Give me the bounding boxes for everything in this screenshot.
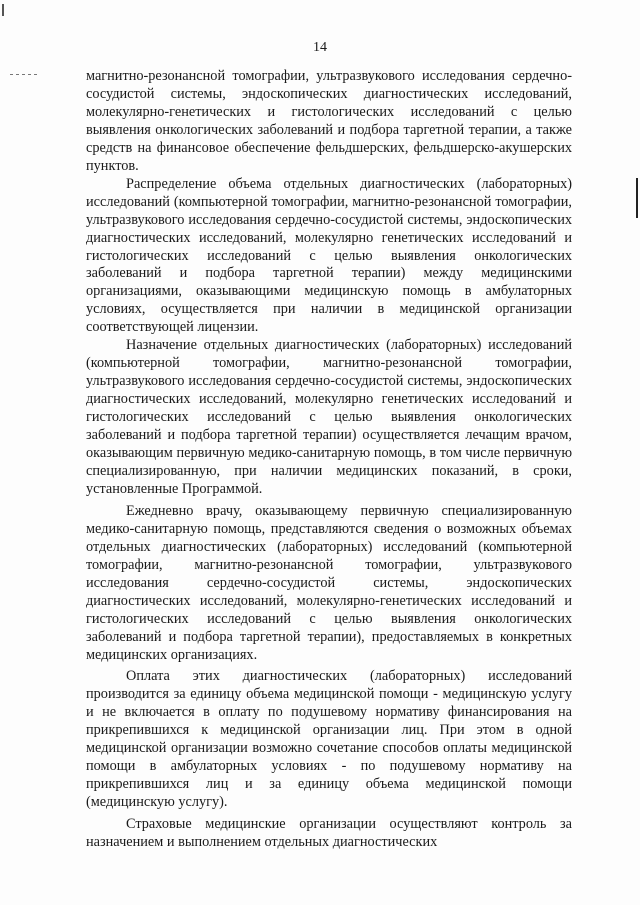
- scan-artifact: [10, 74, 40, 75]
- paragraph-prescription: Назначение отдельных диагностических (лабораторных) исследований (компьютерной томографии, магнитно-резонансной томографии, ультразвукового исследования сердечно-сосудистой системы, эндоскопических диагностических исследований, молекулярно генетических исследований и гистологических исследований с целью выявления онкологических заболеваний и подбора таргетной терапии) осуществляется лечащим врачом, оказывающим первичную медико-санитарную помощь, в том числе первичную специализированную, при наличии медицинских показаний, в сроки, установленные Программой.: [86, 337, 572, 497]
- scan-artifact: [636, 178, 638, 218]
- page-number: 14: [313, 40, 327, 55]
- paragraph-daily-info: Ежедневно врачу, оказывающему первичную специализированную медико-санитарную помощь, представляются сведения о возможных объемах отдельных диагностических (лабораторных) исследований (компьютерной томографии, магнитно-резонансной томографии, ультразвукового исследования сердечно-сосудистой системы, эндоскопических диагностических исследований, молекулярно-генетических исследований и гистологических исследований с целью выявления онкологических заболеваний и подбора таргетной терапии), предоставляемых в конкретных медицинских организациях.: [86, 502, 572, 663]
- paragraph-payment: Оплата этих диагностических (лабораторных) исследований производится за единицу объема медицинской помощи - медицинскую услугу и не включается в оплату по подушевому нормативу финансирования на прикрепившихся к медицинской организации лиц. При этом в одной медицинской организации возможно сочетание способов оплаты медицинской помощи в амбулаторных условиях - по подушевому нормативу на прикрепившихся лиц и за единицу объема медицинской помощи (медицинскую услугу).: [86, 668, 572, 811]
- paragraph-continuation: магнитно-резонансной томографии, ультразвукового исследования сердечно-сосудистой системы, эндоскопических диагностических исследований, молекулярно-генетических и гистологических исследований с целью выявления онкологических заболеваний и подбора таргетной терапии, а также средств на финансовое обеспечение фельдшерских, фельдшерско-акушерских пунктов.: [86, 68, 572, 174]
- document-body: [86, 68, 572, 852]
- paragraph-distribution: Распределение объема отдельных диагностических (лабораторных) исследований (компьютерной томографии, магнитно-резонансной томографии, ультразвукового исследования сердечно-сосудистой системы, эндоскопических диагностических исследований, молекулярно генетических исследований и гистологических исследований с целью выявления онкологических заболеваний и подбора таргетной терапии) между медицинскими организациями, оказывающими медицинскую помощь в амбулаторных условиях, осуществляется при наличии в медицинской организации соответствующей лицензии.: [86, 175, 572, 336]
- scan-artifact: [2, 4, 4, 16]
- paragraph-insurance: Страховые медицинские организации осуществляют контроль за назначением и выполнением отдельных диагностических: [86, 816, 572, 851]
